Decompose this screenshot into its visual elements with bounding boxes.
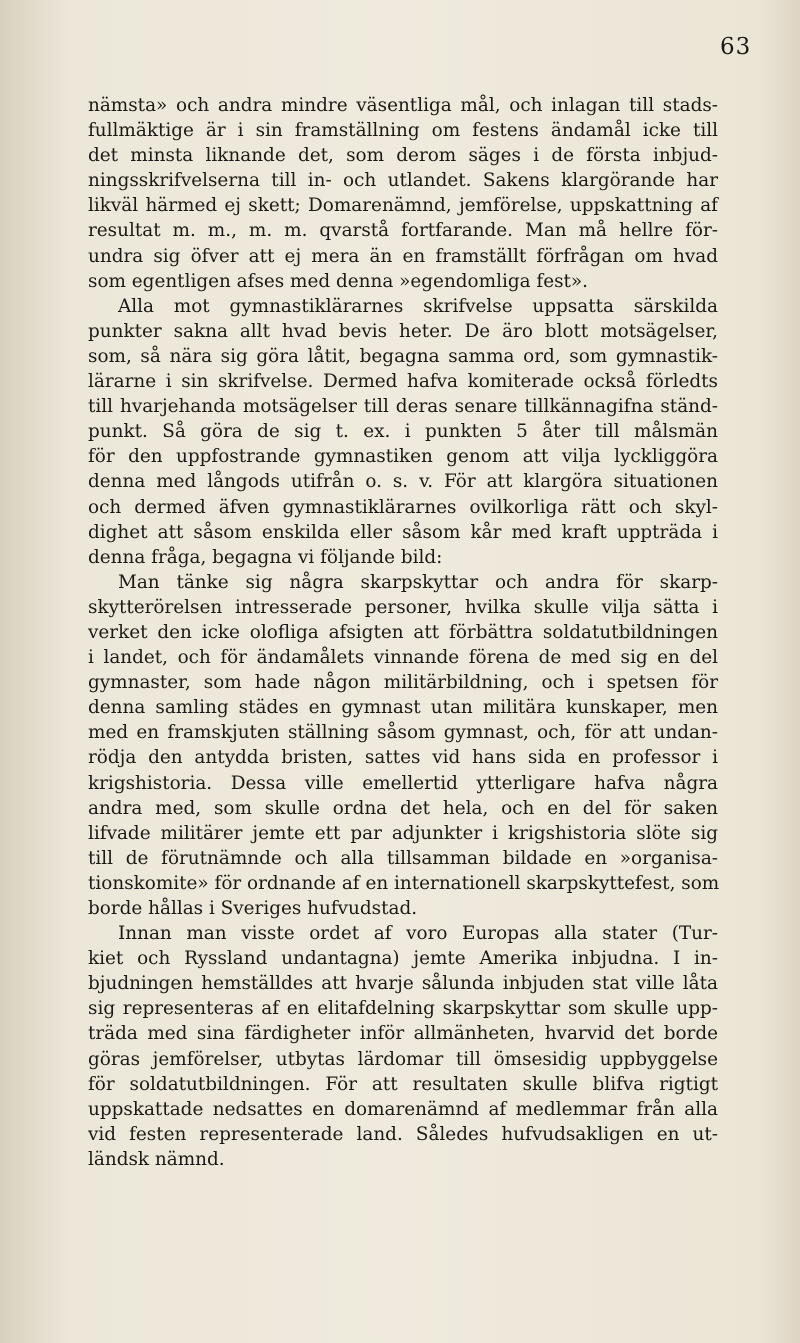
text-line: sig representeras af en elitafdelning skarpskyttar som skulle upp- xyxy=(88,998,718,1020)
text-line: med en framskjuten ställning såsom gymnast, och, för att undan- xyxy=(88,722,718,744)
text-line: Innan man visste ordet af voro Europas alla stater (Tur- xyxy=(118,923,718,945)
text-line: för soldatutbildningen. För att resultaten skulle blifva rigtigt xyxy=(88,1073,718,1095)
text-line: resultat m. m., m. m. qvarstå fortfarande. Man må hellre för- xyxy=(88,220,718,242)
text-line: rödja den antydda bristen, sattes vid hans sida en professor i xyxy=(88,747,718,769)
text-line: skytterörelsen intresserade personer, hvilka skulle vilja sätta i xyxy=(88,596,718,618)
text-line: lärarne i sin skrifvelse. Dermed hafva komiterade också förledts xyxy=(88,371,718,393)
text-line: denna samling städes en gymnast utan militära kunskaper, men xyxy=(88,697,718,719)
text-line: kiet och Ryssland undantagna) jemte Amerika inbjudna. I in- xyxy=(88,948,718,970)
paragraph xyxy=(88,294,718,570)
paragraph xyxy=(88,921,718,1172)
text-line: fullmäktige är i sin framställning om festens ändamål icke till xyxy=(88,120,718,142)
text-line: undra sig öfver att ej mera än en framställt förfrågan om hvad xyxy=(88,245,718,267)
text-line: likväl härmed ej skett; Domarenämnd, jemförelse, uppskattning af xyxy=(88,195,718,217)
text-line: andra med, som skulle ordna det hela, och en del för saken xyxy=(88,797,718,819)
page-number: 63 xyxy=(720,34,752,60)
text-line: uppskattade nedsattes en domarenämnd af medlemmar från alla xyxy=(88,1098,718,1120)
text-line: punkt. Så göra de sig t. ex. i punkten 5 åter till målsmän xyxy=(88,421,718,443)
body-text xyxy=(88,93,718,1172)
text-line: verket den icke olofliga afsigten att förbättra soldatutbildningen xyxy=(88,621,718,643)
text-line: träda med sina färdigheter inför allmänheten, hvarvid det borde xyxy=(88,1023,718,1045)
text-line: bjudningen hemställdes att hvarje sålunda inbjuden stat ville låta xyxy=(88,973,718,995)
text-line: Alla mot gymnastiklärarnes skrifvelse uppsatta särskilda xyxy=(118,295,718,317)
text-line: för den uppfostrande gymnastiken genom att vilja lyckliggöra xyxy=(88,446,718,468)
text-line: göras jemförelser, utbytas lärdomar till ömsesidig uppbyggelse xyxy=(88,1048,718,1070)
text-line: krigshistoria. Dessa ville emellertid ytterligare hafva några xyxy=(88,772,718,794)
text-line: och dermed äfven gymnastiklärarnes ovilkorliga rätt och skyl- xyxy=(88,496,718,518)
text-line: denna med långods utifrån o. s. v. För att klargöra situationen xyxy=(88,471,718,493)
text-line: nämsta» och andra mindre väsentliga mål, och inlagan till stads- xyxy=(88,95,718,116)
text-line: till hvarjehanda motsägelser till deras senare tillkännagifna ständ- xyxy=(88,396,718,418)
text-line: vid festen representerade land. Således hufvudsakligen en ut- xyxy=(88,1123,718,1145)
text-line: tionskomite» för ordnande af en internationell skarpskyttefest, som xyxy=(88,872,720,894)
text-line: ningsskrifvelserna till in- och utlandet. Sakens klargörande har xyxy=(88,170,718,192)
text-line: som egentligen afses med denna »egendomliga fest». xyxy=(88,270,589,292)
text-line: dighet att såsom enskilda eller såsom kår med kraft uppträda i xyxy=(88,521,718,543)
text-line: Man tänke sig några skarpskyttar och andra för skarp- xyxy=(118,571,718,593)
paragraph xyxy=(88,93,718,294)
text-line: i landet, och för ändamålets vinnande förena de med sig en del xyxy=(88,647,718,669)
text-line: borde hållas i Sveriges hufvudstad. xyxy=(88,898,418,919)
text-line: till de förutnämnde och alla tillsamman bildade en »organisa- xyxy=(88,847,718,869)
text-line: det minsta liknande det, som derom säges i de första inbjud- xyxy=(88,145,718,167)
text-line: gymnaster, som hade någon militärbildning, och i spetsen för xyxy=(88,672,718,694)
paragraph xyxy=(88,570,718,921)
text-line: punkter sakna allt hvad bevis heter. De äro blott motsägelser, xyxy=(88,320,718,342)
text-line: denna fråga, begagna vi följande bild: xyxy=(88,546,443,568)
text-line: ländsk nämnd. xyxy=(88,1148,225,1170)
text-line: som, så nära sig göra låtit, begagna samma ord, som gymnastik- xyxy=(88,345,718,367)
text-line: lifvade militärer jemte ett par adjunkter i krigshistoria slöte sig xyxy=(88,822,718,844)
